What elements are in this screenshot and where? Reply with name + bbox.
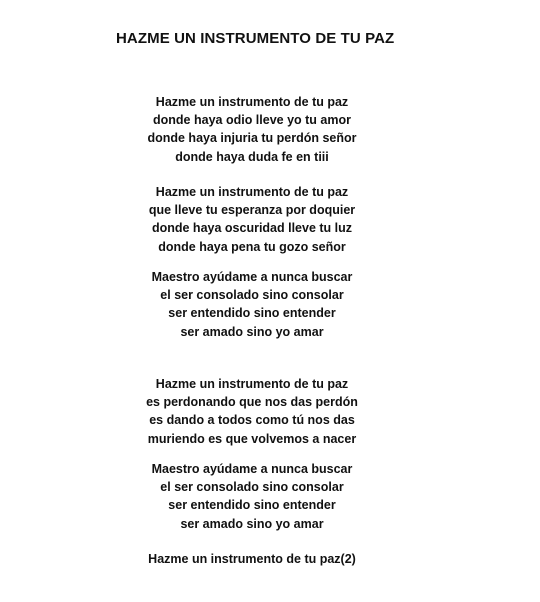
verse-line: es perdonando que nos das perdón — [146, 395, 358, 410]
stanza-6-closing — [0, 550, 504, 568]
verse-line: muriendo es que volvemos a nacer — [147, 431, 357, 446]
stanza-3-chorus — [0, 268, 504, 341]
verse-line: ser amado sino yo amar — [180, 516, 324, 531]
page-title: HAZME UN INSTRUMENTO DE TU PAZ — [116, 30, 395, 47]
verse-line: donde haya injuria tu perdón señor — [147, 131, 357, 146]
verse-line: Maestro ayúdame a nunca buscar — [151, 462, 353, 476]
verse-line: donde haya oscuridad lleve tu luz — [151, 221, 353, 236]
verse-line: Hazme un instrumento de tu paz — [155, 377, 349, 391]
stanza-4 — [0, 375, 504, 448]
verse-line: Hazme un instrumento de tu paz — [155, 95, 349, 109]
verse-line: donde haya pena tu gozo señor — [158, 239, 346, 254]
stanza-5-chorus — [0, 460, 504, 533]
verse-line: ser amado sino yo amar — [180, 324, 324, 339]
verse-line: el ser consolado sino consolar — [160, 288, 344, 303]
verse-line: Maestro ayúdame a nunca buscar — [151, 270, 353, 284]
verse-line: donde haya odio lleve yo tu amor — [153, 113, 351, 128]
verse-line: Hazme un instrumento de tu paz — [155, 185, 349, 199]
verse-line: que lleve tu esperanza por doquier — [148, 203, 356, 218]
stanza-1 — [0, 93, 504, 166]
verse-line: donde haya duda fe en tiii — [175, 149, 329, 164]
verse-line: Hazme un instrumento de tu paz(2) — [148, 552, 356, 566]
verse-line: ser entendido sino entender — [168, 498, 336, 513]
verse-line: el ser consolado sino consolar — [160, 480, 344, 495]
verse-line: es dando a todos como tú nos das — [149, 413, 355, 428]
verse-line: ser entendido sino entender — [168, 306, 336, 321]
stanza-2 — [0, 183, 504, 256]
